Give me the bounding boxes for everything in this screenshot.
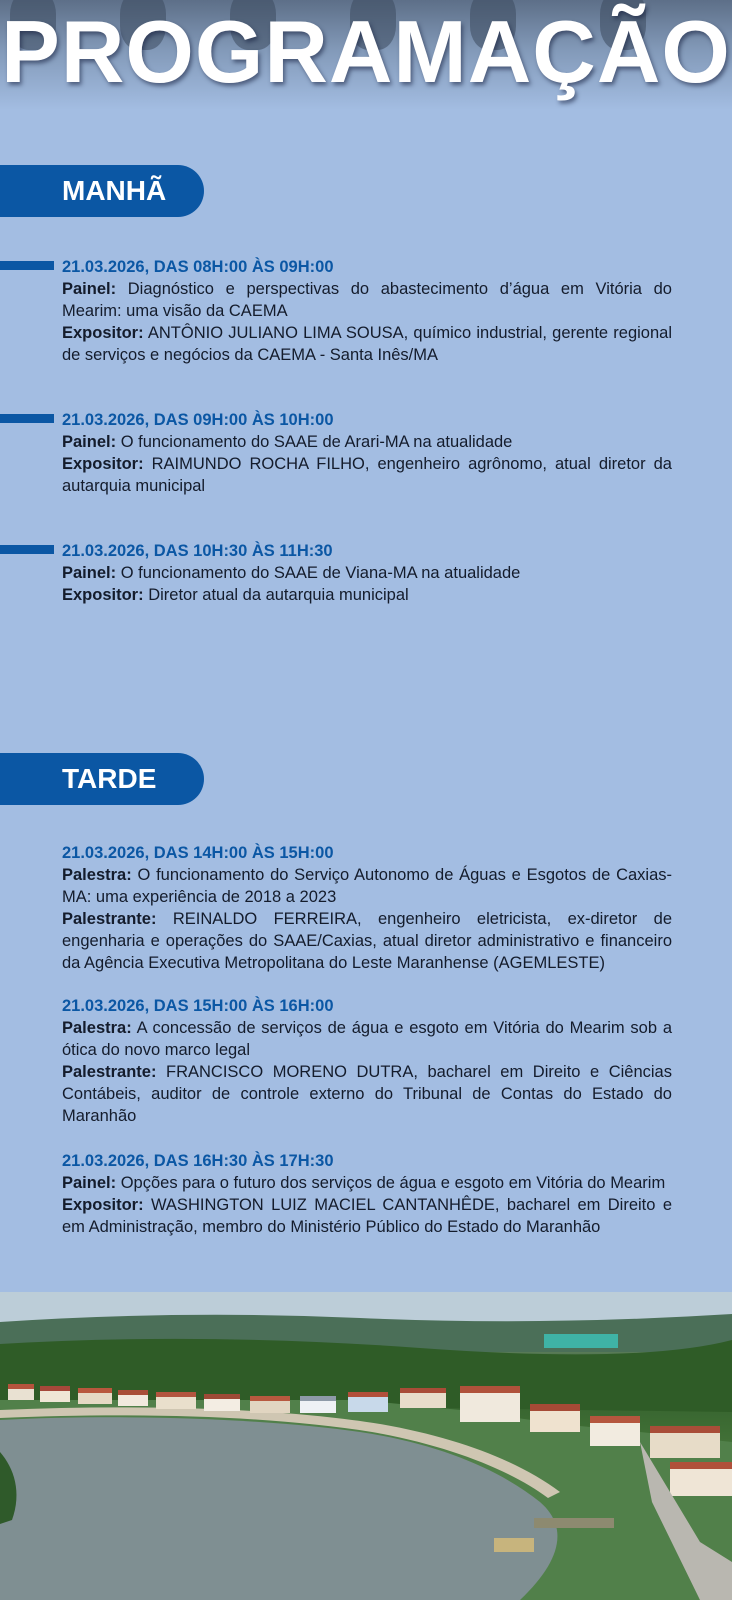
entry-line [62,322,672,366]
entry-line [62,584,672,606]
entry-line-key: Palestra: [62,866,132,884]
entry-line-text: WASHINGTON LUIZ MACIEL CANTANHÊDE, bacharel em Direito e em Administração, membro do Ministério Público do Estado do Maranhão [62,1196,672,1236]
schedule-entry [62,409,672,497]
entry-line-text: REINALDO FERREIRA, engenheiro eletricista, ex-diretor de engenharia e operações do SAAE/Caxias, atual diretor administrativo e financeiro da Agência Executiva Metropolitana do Leste Maranhense (AGEMLESTE) [62,910,672,972]
entry-line-key: Expositor: [62,1196,144,1214]
entry-date: 21.03.2026, DAS 10H:30 ÀS 11H:30 [62,542,333,560]
entry-line-key: Painel: [62,280,117,298]
entry-line [62,562,672,584]
entry-date: 21.03.2026, DAS 15H:00 ÀS 16H:00 [62,997,334,1015]
town-river-photo [0,1292,732,1600]
entry-line-text: FRANCISCO MORENO DUTRA, bacharel em Direito e Ciências Contábeis, auditor de controle externo do Tribunal de Contas do Estado do Maranhão [62,1063,672,1125]
entry-line-text: O funcionamento do Serviço Autonomo de Águas e Esgotos de Caxias-MA: uma experiência de 2018 a 2023 [62,866,673,906]
entry-line-key: Painel: [62,433,117,451]
entry-line-text: Diagnóstico e perspectivas do abastecimento d’água em Vitória do Mearim: uma visão da CAEMA [62,280,672,320]
page-title: PROGRAMAÇÃO [1,2,731,101]
schedule-entry [62,1150,672,1238]
entry-line [62,864,672,908]
schedule-entry [62,842,672,974]
entry-marker [0,545,54,554]
entry-line-text: RAIMUNDO ROCHA FILHO, engenheiro agrônomo, atual diretor da autarquia municipal [62,455,672,495]
entry-marker [0,414,54,423]
entry-line-text: Diretor atual da autarquia municipal [148,586,409,604]
entry-date: 21.03.2026, DAS 08H:00 ÀS 09H:00 [62,258,334,276]
entry-line-key: Expositor: [62,455,144,473]
entry-line-key: Palestrante: [62,910,157,928]
section-label-manha: MANHÃ [0,165,204,217]
entry-line [62,1017,672,1061]
entry-line-text: A concessão de serviços de água e esgoto em Vitória do Mearim sob a ótica do novo marco legal [62,1019,672,1059]
entry-line-key: Painel: [62,564,117,582]
footbridge [534,1518,614,1528]
entry-date: 21.03.2026, DAS 09H:00 ÀS 10H:00 [62,411,334,429]
entry-line-key: Expositor: [62,586,144,604]
entry-line [62,278,672,322]
entry-line-key: Palestra: [62,1019,132,1037]
entry-date: 21.03.2026, DAS 16H:30 ÀS 17H:30 [62,1152,334,1170]
schedule-entry [62,995,672,1127]
entry-line [62,1194,672,1238]
town-river-illustration [0,1292,732,1600]
entry-line-key: Painel: [62,1174,117,1192]
section-label-tarde: TARDE [0,753,204,805]
entry-date: 21.03.2026, DAS 14H:00 ÀS 15H:00 [62,844,334,862]
entry-line [62,908,672,974]
entry-line [62,1061,672,1127]
entry-line-text: O funcionamento do SAAE de Arari-MA na atualidade [120,433,513,451]
entry-line [62,431,672,453]
entry-line-text: Opções para o futuro dos serviços de água e esgoto em Vitória do Mearim [120,1174,666,1192]
schedule-entry [62,256,672,366]
entry-line-text: ANTÔNIO JULIANO LIMA SOUSA, químico industrial, gerente regional de serviços e negócios da CAEMA - Santa Inês/MA [62,324,672,364]
entry-line-text: O funcionamento do SAAE de Viana-MA na atualidade [120,564,521,582]
entry-line [62,1172,672,1194]
entry-line-key: Expositor: [62,324,144,342]
entry-marker [0,261,54,270]
entry-line [62,453,672,497]
pier [494,1538,534,1552]
entry-line-key: Palestrante: [62,1063,157,1081]
schedule-entry [62,540,672,606]
